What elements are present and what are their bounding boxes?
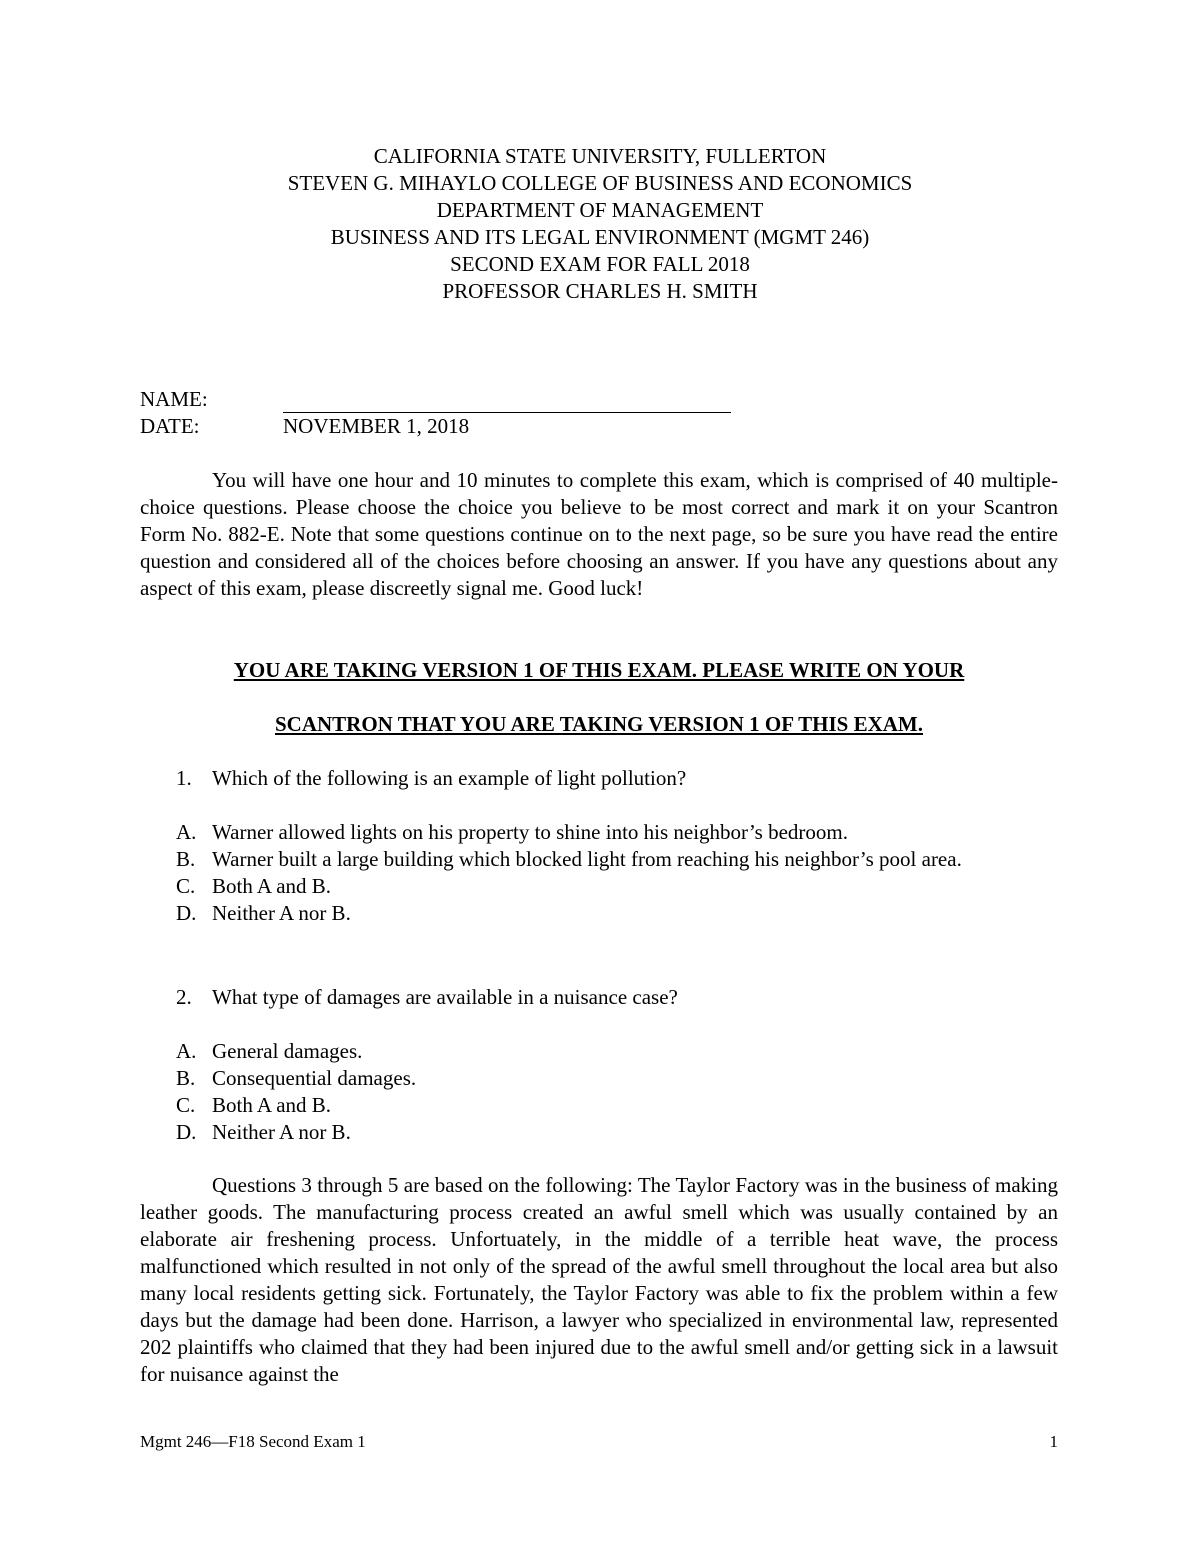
header-line-department: DEPARTMENT OF MANAGEMENT <box>436 198 764 222</box>
question-text: Which of the following is an example of light pollution? <box>212 766 687 790</box>
page-footer <box>140 1432 1058 1452</box>
option-a <box>176 1038 1058 1065</box>
option-c <box>176 1092 1058 1119</box>
option-letter: C. <box>176 874 196 898</box>
header-line-professor: PROFESSOR CHARLES H. SMITH <box>442 279 758 303</box>
instructions-text: You will have one hour and 10 minutes to complete this exam, which is comprised of 40 multiple-choice questions. Please choose the choice you believe to be most correct and mark it on your Scantron Form No. 882-E. Note that some questions continue on to the next page, so be sure you have read the entire question and considered all of the choices before choosing an answer. If you have any questions about any aspect of this exam, please discreetly signal me. Good luck! <box>140 468 1058 600</box>
question-number: 1. <box>176 766 192 790</box>
date-label: DATE: <box>140 414 200 438</box>
passage-text: Questions 3 through 5 are based on the following: The Taylor Factory was in the business of making leather goods. The manufacturing process created an awful smell which was usually contained by an elaborate air freshening process. Unfortuately, in the middle of a terrible heat wave, the process malfunctioned which resulted in not only of the spread of the awful smell throughout the local area but also many local residents getting sick. Fortunately, the Taylor Factory was able to fix the problem within a few days but the damage had been done. Harrison, a lawyer who specialized in environmental law, represented 202 plaintiffs who claimed that they had been injured due to the awful smell and/or getting sick in a lawsuit for nuisance against the <box>140 1173 1058 1386</box>
option-b <box>176 1065 1058 1092</box>
option-text: Both A and B. <box>212 874 332 898</box>
question-1-options <box>176 819 1058 927</box>
version-notice-line-1: YOU ARE TAKING VERSION 1 OF THIS EXAM. PLEASE WRITE ON YOUR <box>233 658 965 682</box>
option-letter: D. <box>176 1120 197 1144</box>
option-text: Neither A nor B. <box>212 901 351 925</box>
header-line-exam: SECOND EXAM FOR FALL 2018 <box>450 252 750 276</box>
option-letter: A. <box>176 1039 197 1063</box>
option-text: Warner allowed lights on his property to shine into his neighbor’s bedroom. <box>212 820 848 844</box>
instructions-paragraph <box>140 467 1058 602</box>
option-letter: A. <box>176 820 197 844</box>
option-c <box>176 873 1058 900</box>
option-text: General damages. <box>212 1039 363 1063</box>
name-row <box>140 386 731 413</box>
header-line-course: BUSINESS AND ITS LEGAL ENVIRONMENT (MGMT 246) <box>330 225 870 249</box>
option-letter: B. <box>176 847 196 871</box>
option-text: Both A and B. <box>212 1093 332 1117</box>
header-line-college: STEVEN G. MIHAYLO COLLEGE OF BUSINESS AND ECONOMICS <box>287 171 913 195</box>
option-letter: C. <box>176 1093 196 1117</box>
question-text: What type of damages are available in a nuisance case? <box>212 985 678 1009</box>
option-text: Warner built a large building which blocked light from reaching his neighbor’s pool area. <box>212 847 962 871</box>
option-letter: D. <box>176 901 197 925</box>
date-value: NOVEMBER 1, 2018 <box>283 414 470 438</box>
question-1 <box>176 765 1058 792</box>
option-a <box>176 819 1058 846</box>
option-text: Neither A nor B. <box>212 1120 351 1144</box>
question-2-options <box>176 1038 1058 1146</box>
question-number: 2. <box>176 985 192 1009</box>
passage-questions-3-5 <box>140 1172 1058 1388</box>
date-row <box>140 413 731 440</box>
option-b <box>176 846 1058 873</box>
exam-header <box>0 143 1200 305</box>
name-blank-line[interactable] <box>283 390 731 413</box>
option-d <box>176 1119 1058 1146</box>
student-fields <box>140 386 731 440</box>
name-label: NAME: <box>140 387 208 411</box>
question-2 <box>176 984 1058 1011</box>
footer-title: Mgmt 246—F18 Second Exam 1 <box>140 1432 366 1451</box>
option-text: Consequential damages. <box>212 1066 417 1090</box>
option-letter: B. <box>176 1066 196 1090</box>
page-number: 1 <box>1049 1432 1058 1451</box>
version-notice-line-2: SCANTRON THAT YOU ARE TAKING VERSION 1 OF THIS EXAM. <box>274 712 924 736</box>
header-line-university: CALIFORNIA STATE UNIVERSITY, FULLERTON <box>373 144 827 168</box>
option-d <box>176 900 1058 927</box>
